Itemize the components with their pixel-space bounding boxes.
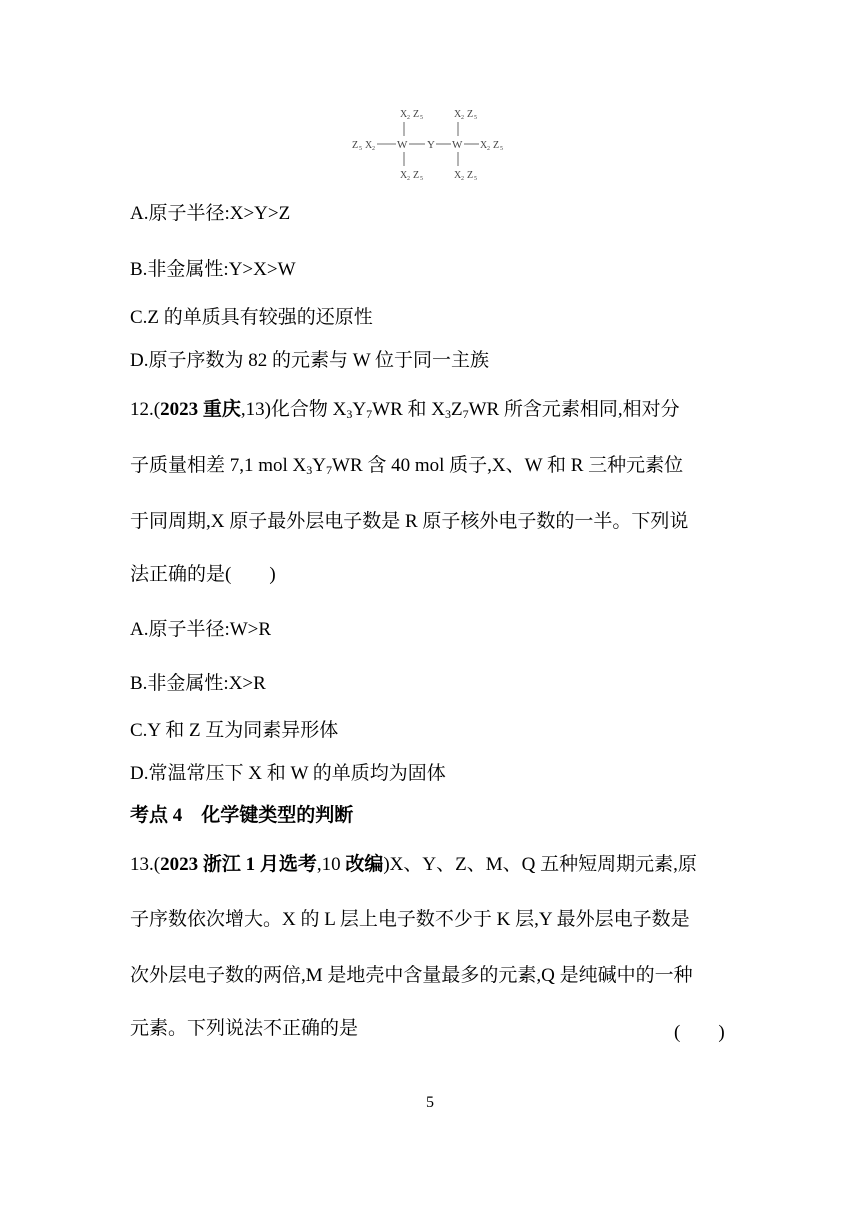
svg-text:5: 5	[359, 146, 362, 152]
q13-answer-paren: ( )	[674, 1022, 725, 1043]
q12-option-b: B.非金属性:X>R	[130, 673, 266, 694]
svg-text:2: 2	[407, 115, 410, 121]
svg-text:Z: Z	[413, 170, 420, 181]
svg-text:5: 5	[474, 115, 477, 121]
svg-text:X: X	[480, 140, 488, 151]
q13-stem-line-4: 元素。下列说法不正确的是	[130, 1018, 359, 1039]
svg-text:5: 5	[474, 176, 477, 182]
svg-text:X: X	[365, 140, 373, 151]
q13-stem-line-3: 次外层电子数的两倍,M 是地壳中含量最多的元素,Q 是纯碱中的一种	[130, 965, 693, 986]
q12-option-a: A.原子半径:W>R	[130, 619, 272, 640]
q13-stem-line-1: 13.(2023 浙江 1 月选考,10 改编)X、Y、Z、M、Q 五种短周期元素,原	[130, 854, 697, 875]
page-number: 5	[426, 1094, 434, 1111]
q11-option-d: D.原子序数为 82 的元素与 W 位于同一主族	[130, 350, 490, 371]
q12-stem-line-2: 子质量相差 7,1 mol $X_3Y_7WR$ 含 40 mol 质子,X、W 和 R 三种元素位	[130, 455, 684, 477]
q12-stem-line-3: 于同周期,X 原子最外层电子数是 R 原子核外电子数的一半。下列说	[130, 511, 689, 532]
y-atom: Y	[427, 139, 435, 151]
svg-text:2: 2	[487, 146, 490, 152]
q11-option-a: A.原子半径:X>Y>Z	[130, 203, 291, 224]
svg-text:5: 5	[420, 115, 423, 121]
q12-stem-line-4: 法正确的是( )	[130, 564, 276, 585]
svg-text:2: 2	[461, 176, 464, 182]
q13-source: 2023 浙江 1 月选考	[160, 854, 317, 875]
section-heading: 考点 4 化学键类型的判断	[130, 805, 354, 826]
q12-option-c: C.Y 和 Z 互为同素异形体	[130, 720, 339, 741]
svg-text:2: 2	[461, 115, 464, 121]
svg-text:X: X	[400, 170, 408, 181]
q13-stem-line-2: 子序数依次增大。X 的 L 层上电子数不少于 K 层,Y 最外层电子数是	[130, 909, 690, 930]
w-atom-right: W	[452, 139, 463, 151]
q12-option-d: D.常温常压下 X 和 W 的单质均为固体	[130, 763, 446, 784]
svg-text:X: X	[454, 170, 462, 181]
top-left-x: X	[400, 109, 408, 120]
svg-text:5: 5	[500, 146, 503, 152]
q12-stem-line-1: 12.(2023 重庆,13)化合物 $X_3Y_7WR$ 和 $X_3Z_7WR$ 所含元素相同,相对分	[130, 399, 680, 421]
structural-formula-figure	[350, 104, 515, 184]
w-atom-left: W	[397, 139, 408, 151]
svg-text:Z: Z	[413, 109, 420, 120]
svg-text:Z: Z	[352, 140, 359, 151]
q11-option-b: B.非金属性:Y>X>W	[130, 259, 296, 280]
svg-text:Z: Z	[467, 109, 474, 120]
svg-text:2: 2	[372, 146, 375, 152]
top-right-x: X	[454, 109, 462, 120]
structural-formula-svg	[350, 104, 515, 184]
svg-text:Z: Z	[467, 170, 474, 181]
svg-text:2: 2	[407, 176, 410, 182]
svg-text:Z: Z	[493, 140, 500, 151]
svg-text:5: 5	[420, 176, 423, 182]
q12-source: 2023 重庆	[160, 399, 241, 420]
q11-option-c: C.Z 的单质具有较强的还原性	[130, 307, 373, 328]
